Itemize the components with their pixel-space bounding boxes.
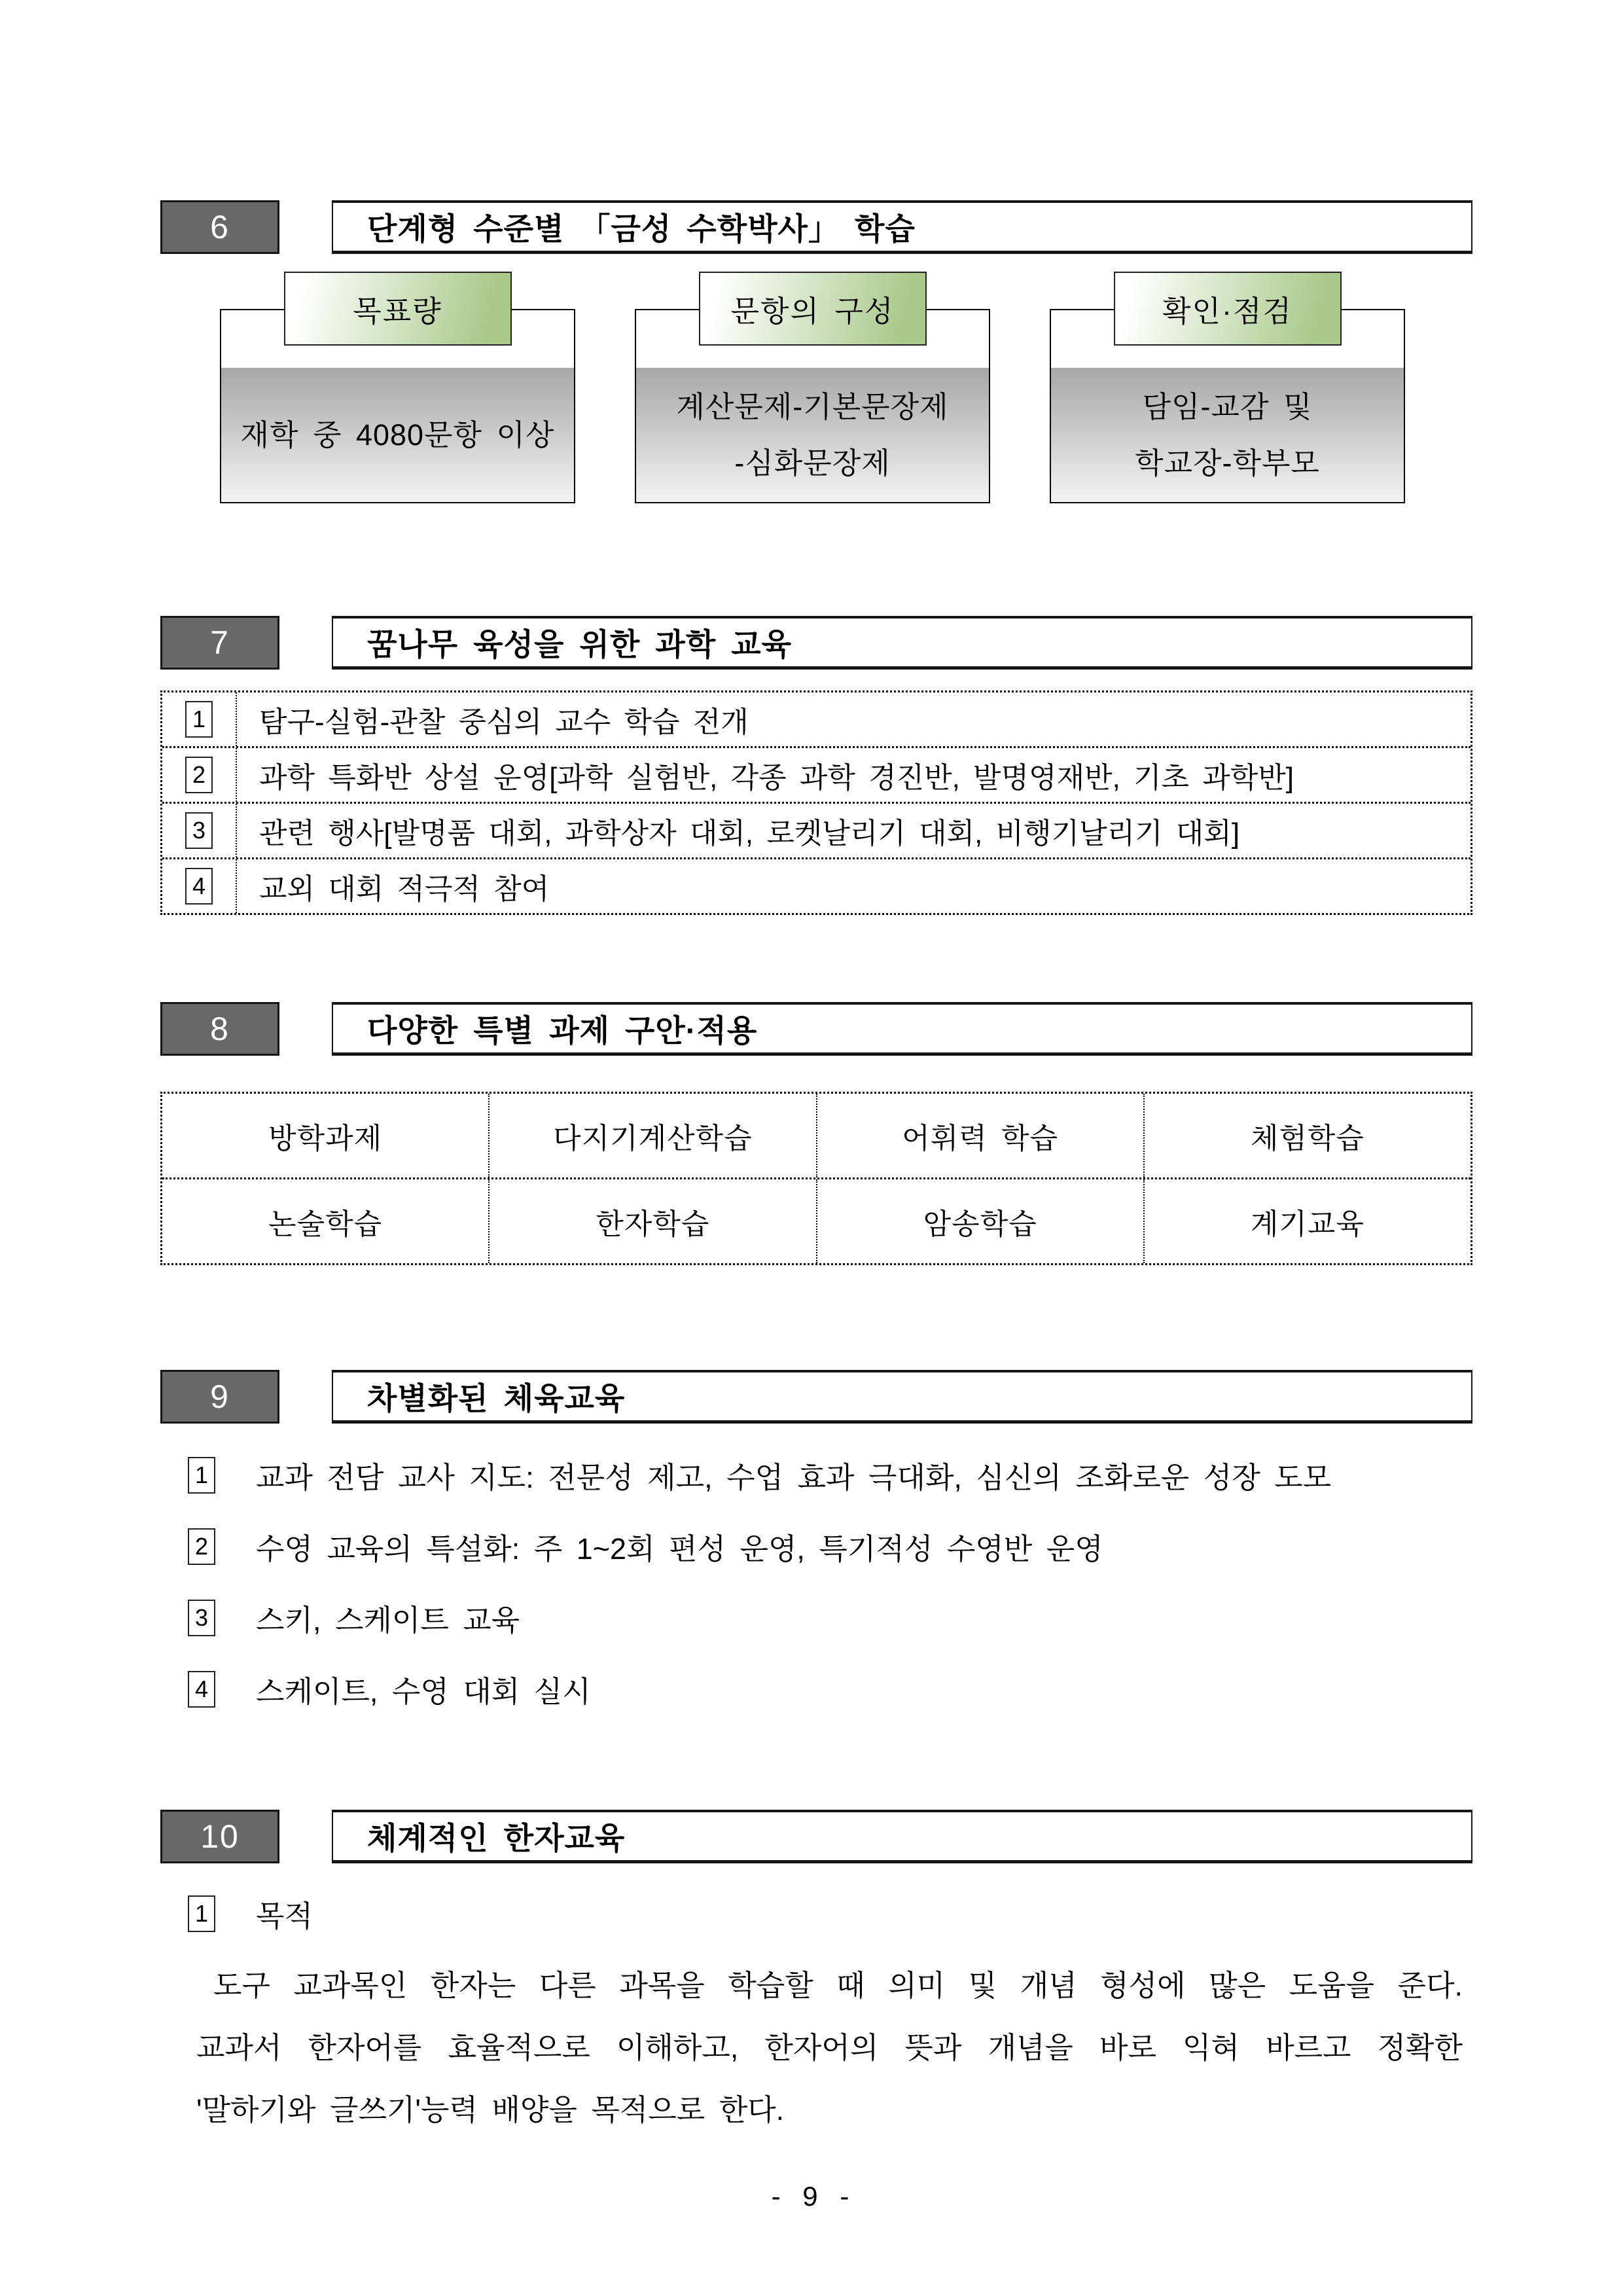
row-number-cell <box>162 748 237 802</box>
section-8-title: 다양한 특별 과제 구안·적용 <box>332 1002 1472 1056</box>
boxed-number: 2 <box>185 757 213 793</box>
hanja-purpose-paragraph <box>196 1954 1463 2141</box>
paragraph-line: '말하기와 글쓰기'능력 배양을 목적으로 한다. <box>196 2093 785 2126</box>
table-cell: 한자학습 <box>488 1179 815 1263</box>
section-8-number-badge: 8 <box>160 1002 279 1056</box>
section-6-flowchart <box>220 272 1405 503</box>
boxed-number: 4 <box>188 1671 215 1708</box>
boxed-number: 2 <box>188 1528 215 1565</box>
flow-label: 문항의 구성 <box>699 272 927 346</box>
boxed-number: 3 <box>188 1600 215 1636</box>
list-item <box>188 1596 1472 1639</box>
row-text-cell: 교외 대회 적극적 참여 <box>259 873 550 905</box>
section-8-header <box>160 1002 1472 1056</box>
paragraph-line: 교과서 한자어를 효율적으로 이해하고, 한자어의 뜻과 개념을 바로 익혀 바르고 정확한 <box>196 2031 1463 2064</box>
table-row <box>162 857 1471 913</box>
list-item-text: 목적 <box>256 1899 313 1933</box>
table-cell: 다지기계산학습 <box>488 1094 815 1177</box>
boxed-number: 3 <box>185 812 213 849</box>
table-cell: 체험학습 <box>1143 1094 1471 1177</box>
list-item-text: 교과 전담 교사 지도: 전문성 제고, 수업 효과 극대화, 심신의 조화로운 성장 도모 <box>256 1461 1332 1494</box>
table-cell: 암송학습 <box>816 1179 1143 1263</box>
section-7-number-badge: 7 <box>160 616 279 670</box>
list-item <box>188 1454 1472 1496</box>
flow-label: 확인·점검 <box>1114 272 1342 346</box>
section-9-title: 차별화된 체육교육 <box>332 1370 1472 1424</box>
section-6-title: 단계형 수준별 「금성 수학박사」 학습 <box>332 200 1472 254</box>
page-number: - 9 - <box>771 2181 852 2212</box>
section-6-header <box>160 200 1472 254</box>
flow-content-box <box>636 368 989 502</box>
section-9-header <box>160 1370 1472 1424</box>
flow-content-line: -심화문장제 <box>734 446 891 480</box>
section-6-number-badge: 6 <box>160 200 279 254</box>
row-number-cell <box>162 692 237 746</box>
table-cell: 계기교육 <box>1143 1179 1471 1263</box>
table-cell: 방학과제 <box>268 1122 383 1155</box>
pe-education-list <box>188 1454 1472 1710</box>
flow-column-composition <box>635 272 990 503</box>
hanja-purpose-list <box>188 1892 1472 1935</box>
section-7-title: 꿈나무 육성을 위한 과학 교육 <box>332 616 1472 670</box>
section-10-title: 체계적인 한자교육 <box>332 1810 1472 1863</box>
boxed-number: 4 <box>185 868 213 905</box>
flow-label: 목표량 <box>284 272 512 346</box>
flow-content-box <box>1051 368 1404 502</box>
section-10-number-badge: 10 <box>160 1810 279 1863</box>
boxed-number: 1 <box>188 1457 215 1494</box>
table-row <box>162 692 1471 746</box>
flow-content-line: 담임-교감 및 <box>1142 389 1313 423</box>
boxed-number: 1 <box>185 701 213 738</box>
section-9-number-badge: 9 <box>160 1370 279 1424</box>
list-item <box>188 1668 1472 1710</box>
table-row <box>162 746 1471 802</box>
row-text-cell: 과학 특화반 상설 운영[과학 실험반, 각종 과학 경진반, 발명영재반, 기초 과학반] <box>259 762 1294 794</box>
table-cell: 논술학습 <box>268 1208 383 1240</box>
row-text-cell: 관련 행사[발명품 대회, 과학상자 대회, 로켓날리기 대회, 비행기날리기 대회] <box>259 817 1240 850</box>
boxed-number: 1 <box>188 1895 215 1932</box>
list-item <box>188 1892 1472 1935</box>
flow-column-check <box>1050 272 1405 503</box>
table-cell: 어휘력 학습 <box>816 1094 1143 1177</box>
flow-column-goal <box>220 272 575 503</box>
science-education-table <box>160 691 1472 915</box>
row-text-cell: 탐구-실험-관찰 중심의 교수 학습 전개 <box>259 706 749 738</box>
table-row <box>162 1177 1471 1263</box>
list-item <box>188 1525 1472 1568</box>
table-row <box>162 1094 1471 1177</box>
table-row <box>162 802 1471 857</box>
list-item-text: 스케이트, 수영 대회 실시 <box>256 1675 591 1708</box>
flow-content-line: 재학 중 4080문항 이상 <box>240 418 555 452</box>
flow-content-line: 계산문제-기본문장제 <box>676 389 949 423</box>
list-item-text: 수영 교육의 특설화: 주 1~2회 편성 운영, 특기적성 수영반 운영 <box>256 1532 1103 1566</box>
flow-content-box <box>221 368 574 502</box>
paragraph-line: 도구 교과목인 한자는 다른 과목을 학습할 때 의미 및 개념 형성에 많은 도움을 준다. <box>213 1969 1463 2002</box>
flow-content-line: 학교장-학부모 <box>1135 446 1320 480</box>
list-item-text: 스키, 스케이트 교육 <box>256 1604 520 1637</box>
row-number-cell <box>162 804 237 857</box>
row-number-cell <box>162 859 237 913</box>
section-7-header <box>160 616 1472 670</box>
section-10-header <box>160 1810 1472 1863</box>
special-task-table <box>160 1092 1472 1265</box>
